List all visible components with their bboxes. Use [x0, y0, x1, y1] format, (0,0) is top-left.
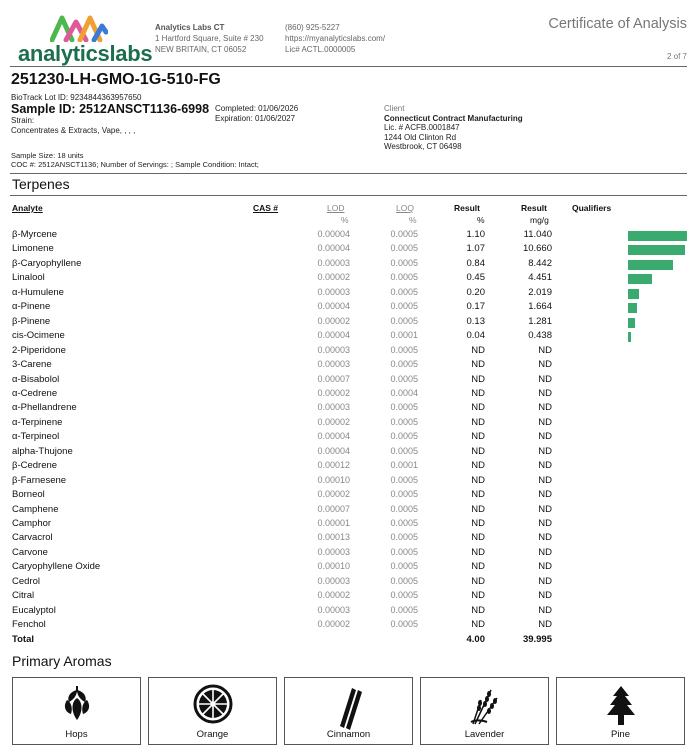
loq-cell: 0.0005	[390, 243, 418, 254]
qualifier-bar	[628, 303, 637, 313]
result-pct-cell: ND	[471, 546, 485, 558]
loq-cell: 0.0005	[390, 445, 418, 456]
result-mg-cell: ND	[538, 431, 552, 443]
lod-cell: 0.00012	[317, 460, 350, 471]
orange-icon	[193, 684, 233, 724]
loq-cell: 0.0004	[390, 387, 418, 398]
table-row	[0, 388, 695, 402]
loq-cell: 0.0005	[390, 359, 418, 370]
loq-cell: 0.0005	[390, 575, 418, 586]
table-row	[0, 518, 695, 532]
result-mg-cell: 10.660	[522, 243, 552, 255]
result-mg-cell: ND	[538, 445, 552, 457]
lab-name: Analytics Labs CT	[155, 23, 225, 32]
lod-cell: 0.00003	[317, 257, 350, 268]
loq-cell: 0.0005	[390, 489, 418, 500]
loq-cell: 0.0005	[390, 257, 418, 268]
result-pct-cell: ND	[471, 561, 485, 573]
lod-cell: 0.00010	[317, 474, 350, 485]
result-pct-cell: 0.17	[466, 301, 485, 313]
result-mg-cell: ND	[538, 402, 552, 414]
result-mg-cell: ND	[538, 532, 552, 544]
result-mg-cell: ND	[538, 373, 552, 385]
header-divider	[10, 66, 687, 67]
header-loq: LOQ	[396, 203, 414, 213]
analyte-cell: Fenchol	[12, 619, 46, 631]
result-pct-cell: ND	[471, 518, 485, 529]
result-pct-cell: ND	[471, 590, 485, 602]
table-row	[0, 374, 695, 388]
aroma-card-lavender	[420, 677, 549, 745]
lab-address-line2: NEW BRITAIN, CT 06052	[155, 45, 247, 54]
lod-cell: 0.00003	[317, 402, 350, 413]
table-row	[0, 504, 695, 518]
analyte-cell: Linalool	[12, 272, 45, 284]
result-mg-cell: 0.438	[528, 330, 552, 342]
unit-mg: mg/g	[530, 215, 549, 225]
result-mg-cell: 8.442	[528, 257, 552, 269]
table-row	[0, 605, 695, 619]
result-mg-cell: ND	[538, 604, 552, 616]
result-mg-cell: ND	[538, 387, 552, 399]
sample-id: Sample ID: 2512ANSCT1136-6998	[11, 102, 210, 116]
loq-cell: 0.0005	[390, 561, 418, 572]
sample-category: Concentrates & Extracts, Vape, , , ,	[11, 125, 136, 135]
result-pct-cell: ND	[471, 474, 485, 486]
header-lod: LOD	[327, 203, 345, 213]
client-license: Lic. # ACFB.0001847	[384, 123, 460, 132]
analyte-cell: β-Cedrene	[12, 460, 58, 472]
header-result-pct: Result	[454, 203, 480, 213]
section-divider	[10, 173, 687, 174]
terpenes-title: Terpenes	[12, 176, 70, 192]
total-pct: 4.00	[466, 633, 485, 645]
lod-cell: 0.00010	[317, 561, 350, 572]
client-address2: Westbrook, CT 06498	[384, 142, 462, 151]
lod-cell: 0.00004	[317, 330, 350, 341]
aroma-card-pine	[556, 677, 685, 745]
cinnamon-icon	[334, 684, 364, 730]
qualifier-bar	[628, 332, 631, 342]
loq-cell: 0.0005	[390, 604, 418, 615]
loq-cell: 0.0005	[390, 286, 418, 297]
analyte-cell: cis-Ocimene	[12, 330, 65, 342]
loq-cell: 0.0005	[390, 431, 418, 442]
analyte-cell: β-Pinene	[12, 315, 51, 327]
result-pct-cell: ND	[471, 489, 485, 501]
lab-address-line1: 1 Hartford Square, Suite # 230	[155, 34, 264, 43]
analyte-cell: β-Myrcene	[12, 229, 58, 240]
qualifier-bar	[628, 260, 673, 270]
analyte-cell: Cedrol	[12, 575, 40, 587]
table-row	[0, 431, 695, 445]
lod-cell: 0.00002	[317, 619, 350, 630]
unit-loq: %	[409, 215, 417, 225]
lod-cell: 0.00002	[317, 315, 350, 326]
table-row	[0, 547, 695, 561]
loq-cell: 0.0005	[390, 315, 418, 326]
dates-block	[215, 104, 298, 124]
aroma-label: Lavender	[464, 729, 505, 740]
analyte-cell: α-Cedrene	[12, 387, 58, 399]
lab-license: Lic# ACTL.0000005	[285, 45, 356, 54]
table-row	[0, 619, 695, 633]
table-row	[0, 359, 695, 373]
analyte-cell: α-Phellandrene	[12, 402, 77, 414]
unit-pct: %	[477, 215, 485, 225]
lod-cell: 0.00002	[317, 387, 350, 398]
result-pct-cell: 1.10	[466, 229, 485, 240]
table-row	[0, 330, 695, 344]
lod-cell: 0.00004	[317, 445, 350, 456]
result-pct-cell: ND	[471, 604, 485, 616]
result-mg-cell: ND	[538, 489, 552, 501]
table-row	[0, 229, 695, 243]
loq-cell: 0.0005	[390, 546, 418, 557]
result-mg-cell: ND	[538, 344, 552, 356]
qualifier-bar	[628, 245, 685, 255]
lod-cell: 0.00007	[317, 503, 350, 514]
result-mg-cell: 1.281	[528, 315, 552, 327]
result-mg-cell: 1.664	[528, 301, 552, 313]
qualifier-bar	[628, 274, 652, 284]
aroma-label: Pine	[610, 729, 630, 740]
table-row	[0, 475, 695, 489]
analyte-cell: Carvone	[12, 546, 48, 558]
result-mg-cell: 11.040	[523, 229, 552, 240]
aroma-card-cinnamon	[284, 677, 413, 745]
loq-cell: 0.0005	[390, 416, 418, 427]
qualifier-bar	[628, 289, 639, 299]
aroma-label: Orange	[196, 729, 229, 740]
lod-cell: 0.00003	[317, 575, 350, 586]
analyte-cell: Citral	[12, 590, 35, 602]
table-row	[0, 561, 695, 575]
loq-cell: 0.0005	[390, 272, 418, 283]
table-row	[0, 446, 695, 460]
aroma-card-hops	[12, 677, 141, 745]
table-row	[0, 272, 695, 286]
result-mg-cell: ND	[538, 416, 552, 428]
result-mg-cell: 2.019	[528, 286, 552, 298]
table-row	[0, 402, 695, 416]
result-pct-cell: ND	[471, 503, 485, 515]
qualifier-bar	[628, 231, 687, 241]
document-title: Certificate of Analysis	[548, 16, 687, 32]
loq-cell: 0.0001	[390, 330, 418, 341]
result-pct-cell: ND	[471, 619, 485, 631]
analyte-cell: α-Bisabolol	[12, 373, 60, 385]
analyte-cell: α-Pinene	[12, 301, 51, 313]
expiration-date: Expiration: 01/06/2027	[215, 114, 296, 123]
analyte-cell: Carvacrol	[12, 532, 53, 544]
table-row	[0, 258, 695, 272]
analyte-cell: Limonene	[12, 243, 54, 255]
result-pct-cell: ND	[471, 575, 485, 587]
lab-info	[155, 22, 264, 55]
table-row	[0, 287, 695, 301]
loq-cell: 0.0005	[390, 229, 418, 239]
aroma-label: Cinnamon	[326, 729, 371, 740]
analyte-cell: Camphene	[12, 503, 59, 515]
lod-cell: 0.00003	[317, 546, 350, 557]
client-name: Connecticut Contract Manufacturing	[384, 113, 523, 123]
loq-cell: 0.0005	[390, 373, 418, 384]
analyte-cell: Caryophyllene Oxide	[12, 561, 101, 573]
header-cas: CAS #	[253, 203, 279, 213]
result-pct-cell: ND	[471, 373, 485, 385]
logo-icon	[50, 12, 108, 42]
analyte-cell: α-Terpineol	[12, 431, 60, 443]
table-row	[0, 460, 695, 474]
qualifier-bar	[628, 318, 635, 328]
table-row	[0, 576, 695, 590]
lab-website[interactable]: https://myanalyticslabs.com/	[285, 34, 386, 43]
table-row	[0, 243, 695, 257]
result-pct-cell: ND	[471, 344, 485, 356]
client-block	[384, 104, 523, 152]
table-row	[0, 345, 695, 359]
client-address1: 1244 Old Clinton Rd	[384, 132, 457, 142]
completed-date: Completed: 01/06/2026	[215, 104, 299, 113]
aromas-title: Primary Aromas	[12, 653, 112, 669]
sample-details	[11, 151, 259, 169]
loq-cell: 0.0005	[390, 503, 418, 514]
analyte-cell: β-Caryophyllene	[12, 257, 82, 269]
loq-cell: 0.0005	[390, 402, 418, 413]
lod-cell: 0.00007	[317, 373, 350, 384]
loq-cell: 0.0005	[390, 301, 418, 312]
total-row	[0, 634, 695, 648]
analyte-cell: β-Farnesene	[12, 474, 67, 486]
lod-cell: 0.00002	[317, 590, 350, 601]
result-pct-cell: ND	[471, 402, 485, 414]
result-pct-cell: ND	[471, 445, 485, 457]
lab-contact	[285, 22, 385, 55]
coc-info: COC #: 2512ANSCT1136; Number of Servings: ; Sample Condition: Intact;	[11, 160, 259, 169]
terpenes-divider	[10, 195, 687, 196]
lod-cell: 0.00001	[317, 518, 350, 528]
table-row	[0, 532, 695, 546]
pine-icon	[604, 684, 638, 728]
table-row	[0, 316, 695, 330]
result-mg-cell: ND	[538, 474, 552, 486]
result-mg-cell: ND	[538, 575, 552, 587]
result-pct-cell: 0.13	[466, 315, 485, 327]
lod-cell: 0.00004	[317, 431, 350, 442]
sample-name: 251230-LH-GMO-1G-510-FG	[11, 71, 221, 88]
loq-cell: 0.0005	[390, 619, 418, 630]
sample-size: Sample Size: 18 units	[11, 151, 84, 160]
table-row	[0, 590, 695, 604]
result-pct-cell: ND	[471, 431, 485, 443]
loq-cell: 0.0005	[390, 590, 418, 601]
analyte-cell: 2-Piperidone	[12, 344, 66, 356]
result-mg-cell: ND	[538, 561, 552, 573]
lod-cell: 0.00002	[317, 272, 350, 283]
table-row	[0, 489, 695, 503]
result-pct-cell: ND	[471, 359, 485, 371]
result-mg-cell: ND	[538, 518, 552, 529]
loq-cell: 0.0005	[390, 532, 418, 543]
result-pct-cell: ND	[471, 460, 485, 472]
result-mg-cell: ND	[538, 590, 552, 602]
lod-cell: 0.00002	[317, 416, 350, 427]
result-pct-cell: 1.07	[466, 243, 485, 255]
lod-cell: 0.00003	[317, 286, 350, 297]
result-pct-cell: ND	[471, 416, 485, 428]
lavender-icon	[465, 684, 505, 728]
client-label: Client	[384, 104, 405, 113]
analyte-cell: Camphor	[12, 518, 52, 529]
result-pct-cell: 0.04	[466, 330, 485, 342]
result-pct-cell: 0.84	[466, 257, 485, 269]
result-mg-cell: ND	[538, 619, 552, 631]
strain-block	[11, 116, 135, 135]
result-mg-cell: ND	[538, 546, 552, 558]
lod-cell: 0.00004	[317, 243, 350, 254]
strain-label: Strain:	[11, 116, 35, 125]
header-qualifiers: Qualifiers	[572, 203, 612, 213]
lab-phone: (860) 925-5227	[285, 23, 340, 32]
result-pct-cell: ND	[471, 387, 485, 399]
lod-cell: 0.00004	[317, 229, 350, 239]
lod-cell: 0.00003	[317, 359, 350, 370]
analyte-cell: α-Humulene	[12, 286, 64, 298]
logo-text: analyticslabs	[18, 41, 153, 66]
loq-cell: 0.0005	[390, 518, 418, 528]
aroma-label: Hops	[65, 729, 88, 740]
page-number: 2 of 7	[666, 52, 687, 61]
analyte-cell: Borneol	[12, 489, 45, 501]
loq-cell: 0.0005	[390, 474, 418, 485]
analyte-cell: α-Terpinene	[12, 416, 63, 428]
loq-cell: 0.0005	[390, 344, 418, 355]
header-result-mg: Result	[521, 203, 547, 213]
lod-cell: 0.00003	[317, 344, 350, 355]
biotrack-lot-id: BioTrack Lot ID: 9234844363957650	[11, 93, 142, 102]
total-mg: 39.995	[522, 633, 552, 645]
lod-cell: 0.00013	[317, 532, 350, 543]
table-row	[0, 417, 695, 431]
unit-lod: %	[341, 215, 349, 225]
header-analyte: Analyte	[12, 203, 43, 213]
table-row	[0, 301, 695, 315]
result-pct-cell: 0.20	[466, 286, 485, 298]
result-mg-cell: ND	[538, 359, 552, 371]
aroma-card-orange	[148, 677, 277, 745]
lod-cell: 0.00002	[317, 489, 350, 500]
analyte-cell: 3-Carene	[12, 359, 52, 371]
analyte-cell: Eucalyptol	[12, 604, 56, 616]
result-pct-cell: 0.45	[466, 272, 485, 284]
total-label: Total	[12, 633, 34, 645]
result-mg-cell: ND	[538, 503, 552, 515]
result-mg-cell: 4.451	[528, 272, 552, 284]
analyte-cell: alpha-Thujone	[12, 445, 73, 457]
hops-icon	[59, 684, 95, 722]
lod-cell: 0.00003	[317, 604, 350, 615]
loq-cell: 0.0001	[390, 460, 418, 471]
result-mg-cell: ND	[538, 460, 552, 472]
result-pct-cell: ND	[471, 532, 485, 544]
lod-cell: 0.00004	[317, 301, 350, 312]
